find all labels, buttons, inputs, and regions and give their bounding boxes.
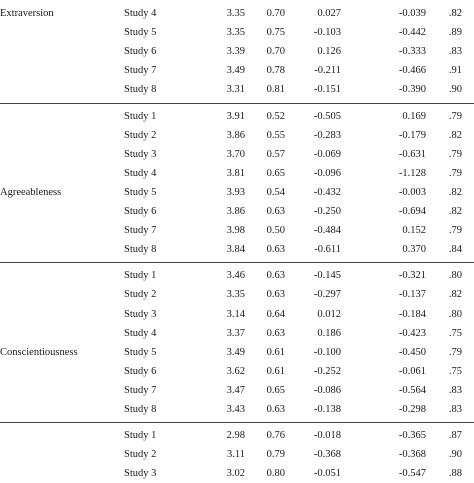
study-cell: Study 6 xyxy=(124,46,157,58)
study-cell: Study 7 xyxy=(124,65,157,77)
table-row xyxy=(0,324,474,343)
correlation-cell: -0.086 xyxy=(313,384,341,396)
correlation-cell: -0.018 xyxy=(313,430,341,442)
group-divider xyxy=(0,262,474,263)
study-cell: Study 7 xyxy=(124,225,157,237)
alpha-cell: .79 xyxy=(448,148,462,160)
correlation-cell: -1.128 xyxy=(398,167,426,179)
correlation-cell: -0.179 xyxy=(398,129,426,141)
study-cell: Study 6 xyxy=(124,206,157,217)
correlation-cell: -0.069 xyxy=(313,148,341,160)
correlation-cell: -0.423 xyxy=(398,327,426,339)
table-row xyxy=(0,42,474,61)
mean-cell: 3.86 xyxy=(226,206,245,217)
mean-cell: 3.86 xyxy=(226,129,245,141)
group-divider xyxy=(0,103,474,104)
correlation-cell: -0.137 xyxy=(398,289,426,301)
alpha-cell: .90 xyxy=(448,84,462,96)
table-row xyxy=(0,145,474,164)
correlation-cell: 0.027 xyxy=(317,8,341,19)
study-cell: Study 8 xyxy=(124,244,157,256)
alpha-cell: .79 xyxy=(448,346,462,358)
sd-cell: 0.79 xyxy=(266,449,285,461)
correlation-cell: -0.365 xyxy=(398,430,426,442)
sd-cell: 0.63 xyxy=(266,270,285,282)
sd-cell: 0.80 xyxy=(266,468,285,480)
study-cell: Study 5 xyxy=(124,27,157,39)
correlation-cell: -0.039 xyxy=(398,8,426,19)
correlation-cell: 0.169 xyxy=(402,110,426,122)
sd-cell: 0.70 xyxy=(266,46,285,58)
mean-cell: 3.91 xyxy=(226,110,245,122)
mean-cell: 3.84 xyxy=(226,244,245,256)
correlation-cell: -0.432 xyxy=(313,186,341,198)
mean-cell: 3.02 xyxy=(226,468,245,480)
trait-label: Extraversion xyxy=(0,8,54,19)
correlation-cell: -0.611 xyxy=(314,244,341,256)
correlation-cell: -0.450 xyxy=(398,346,426,358)
correlation-cell: 0.012 xyxy=(317,308,341,320)
sd-cell: 0.57 xyxy=(266,148,285,160)
alpha-cell: .80 xyxy=(448,308,462,320)
sd-cell: 0.70 xyxy=(266,8,285,19)
sd-cell: 0.63 xyxy=(266,244,285,256)
alpha-cell: .91 xyxy=(448,65,462,77)
sd-cell: 0.50 xyxy=(266,225,285,237)
correlation-cell: -0.694 xyxy=(398,206,426,217)
correlation-cell: -0.250 xyxy=(313,206,341,217)
correlation-cell: -0.100 xyxy=(313,346,341,358)
table-row xyxy=(0,107,474,126)
study-cell: Study 4 xyxy=(124,167,157,179)
table-row xyxy=(0,61,474,80)
table-row xyxy=(0,426,474,445)
sd-cell: 0.78 xyxy=(266,65,285,77)
correlation-cell: -0.061 xyxy=(398,365,426,377)
correlation-cell: -0.547 xyxy=(398,468,426,480)
mean-cell: 3.47 xyxy=(226,384,245,396)
correlation-cell: -0.211 xyxy=(314,65,341,77)
mean-cell: 3.70 xyxy=(226,148,245,160)
table-row xyxy=(0,80,474,99)
correlation-cell: -0.297 xyxy=(313,289,341,301)
sd-cell: 0.81 xyxy=(266,84,285,96)
study-cell: Study 6 xyxy=(124,365,157,377)
sd-cell: 0.75 xyxy=(266,27,285,39)
sd-cell: 0.61 xyxy=(266,365,285,377)
table-row xyxy=(0,221,474,240)
sd-cell: 0.61 xyxy=(266,346,285,358)
sd-cell: 0.52 xyxy=(266,110,285,122)
mean-cell: 3.35 xyxy=(226,27,245,39)
correlation-cell: -0.505 xyxy=(313,110,341,122)
mean-cell: 3.35 xyxy=(226,289,245,301)
mean-cell: 3.62 xyxy=(226,365,245,377)
study-cell: Study 3 xyxy=(124,308,157,320)
alpha-cell: .82 xyxy=(448,8,462,19)
correlation-cell: -0.138 xyxy=(313,404,341,415)
mean-cell: 3.46 xyxy=(226,270,245,282)
study-cell: Study 8 xyxy=(124,404,157,415)
study-cell: Study 2 xyxy=(124,289,157,301)
correlation-cell: -0.484 xyxy=(313,225,341,237)
mean-cell: 3.31 xyxy=(226,84,245,96)
correlation-cell: 0.186 xyxy=(317,327,341,339)
mean-cell: 3.11 xyxy=(227,449,245,461)
study-cell: Study 1 xyxy=(124,270,157,282)
alpha-cell: .75 xyxy=(448,365,462,377)
study-cell: Study 1 xyxy=(124,110,157,122)
alpha-cell: .79 xyxy=(448,167,462,179)
table-row xyxy=(0,164,474,183)
table-row xyxy=(0,126,474,145)
study-cell: Study 3 xyxy=(124,148,157,160)
alpha-cell: .79 xyxy=(448,225,462,237)
sd-cell: 0.54 xyxy=(266,186,285,198)
table-row xyxy=(0,4,474,23)
alpha-cell: .75 xyxy=(448,327,462,339)
trait-label: Conscientiousness xyxy=(0,346,78,358)
sd-cell: 0.63 xyxy=(266,206,285,217)
study-cell: Study 5 xyxy=(124,346,157,358)
alpha-cell: .87 xyxy=(448,430,462,442)
correlation-cell: -0.564 xyxy=(398,384,426,396)
mean-cell: 3.14 xyxy=(226,308,245,320)
correlation-cell: -0.051 xyxy=(313,468,341,480)
table-row xyxy=(0,23,474,42)
alpha-cell: .82 xyxy=(448,289,462,301)
alpha-cell: .80 xyxy=(448,270,462,282)
correlation-cell: -0.368 xyxy=(313,449,341,461)
table-row xyxy=(0,202,474,221)
table-row xyxy=(0,285,474,304)
study-cell: Study 8 xyxy=(124,84,157,96)
table-row xyxy=(0,400,474,419)
mean-cell: 3.37 xyxy=(226,327,245,339)
sd-cell: 0.64 xyxy=(266,308,285,320)
alpha-cell: .83 xyxy=(448,384,462,396)
study-cell: Study 1 xyxy=(124,430,157,442)
table-row xyxy=(0,183,474,202)
alpha-cell: .83 xyxy=(448,46,462,58)
correlation-cell: -0.145 xyxy=(313,270,341,282)
alpha-cell: .82 xyxy=(448,186,462,198)
correlation-cell: -0.184 xyxy=(398,308,426,320)
table-row xyxy=(0,305,474,324)
alpha-cell: .88 xyxy=(448,468,462,480)
correlation-cell: -0.442 xyxy=(398,27,426,39)
correlation-cell: -0.151 xyxy=(313,84,341,96)
mean-cell: 3.49 xyxy=(226,346,245,358)
alpha-cell: .79 xyxy=(448,110,462,122)
sd-cell: 0.55 xyxy=(266,129,285,141)
sd-cell: 0.65 xyxy=(266,384,285,396)
table-row xyxy=(0,266,474,285)
correlation-cell: -0.103 xyxy=(313,27,341,39)
study-cell: Study 7 xyxy=(124,384,157,396)
table-row xyxy=(0,445,474,464)
mean-cell: 3.39 xyxy=(226,46,245,58)
correlation-cell: -0.298 xyxy=(398,404,426,415)
alpha-cell: .90 xyxy=(448,449,462,461)
correlation-cell: -0.096 xyxy=(313,167,341,179)
sd-cell: 0.76 xyxy=(266,430,285,442)
correlation-cell: -0.368 xyxy=(398,449,426,461)
study-cell: Study 4 xyxy=(124,8,157,19)
alpha-cell: .82 xyxy=(448,129,462,141)
alpha-cell: .89 xyxy=(448,27,462,39)
mean-cell: 3.49 xyxy=(226,65,245,77)
correlation-cell: -0.466 xyxy=(398,65,426,77)
study-cell: Study 2 xyxy=(124,129,157,141)
correlation-cell: -0.283 xyxy=(313,129,341,141)
mean-cell: 3.98 xyxy=(226,225,245,237)
correlation-cell: -0.631 xyxy=(398,148,426,160)
alpha-cell: .84 xyxy=(448,244,462,256)
mean-cell: 3.43 xyxy=(226,404,245,415)
study-cell: Study 2 xyxy=(124,449,157,461)
mean-cell: 3.81 xyxy=(226,167,245,179)
sd-cell: 0.63 xyxy=(266,404,285,415)
alpha-cell: .83 xyxy=(448,404,462,415)
table-row xyxy=(0,362,474,381)
correlation-cell: 0.152 xyxy=(402,225,426,237)
correlation-cell: -0.321 xyxy=(398,270,426,282)
study-cell: Study 4 xyxy=(124,327,157,339)
study-cell: Study 5 xyxy=(124,186,157,198)
alpha-cell: .82 xyxy=(448,206,462,217)
sd-cell: 0.63 xyxy=(266,327,285,339)
correlation-cell: -0.252 xyxy=(313,365,341,377)
correlation-cell: -0.003 xyxy=(398,186,426,198)
mean-cell: 3.35 xyxy=(226,8,245,19)
table-row xyxy=(0,240,474,259)
sd-cell: 0.65 xyxy=(266,167,285,179)
correlation-cell: 0.370 xyxy=(402,244,426,256)
correlation-cell: -0.390 xyxy=(398,84,426,96)
mean-cell: 2.98 xyxy=(226,430,245,442)
study-cell: Study 3 xyxy=(124,468,157,480)
table-row xyxy=(0,381,474,400)
group-divider xyxy=(0,422,474,423)
mean-cell: 3.93 xyxy=(226,186,245,198)
correlation-cell: -0.333 xyxy=(398,46,426,58)
correlation-cell: 0.126 xyxy=(317,46,341,58)
trait-label: Agreeableness xyxy=(0,186,62,198)
sd-cell: 0.63 xyxy=(266,289,285,301)
